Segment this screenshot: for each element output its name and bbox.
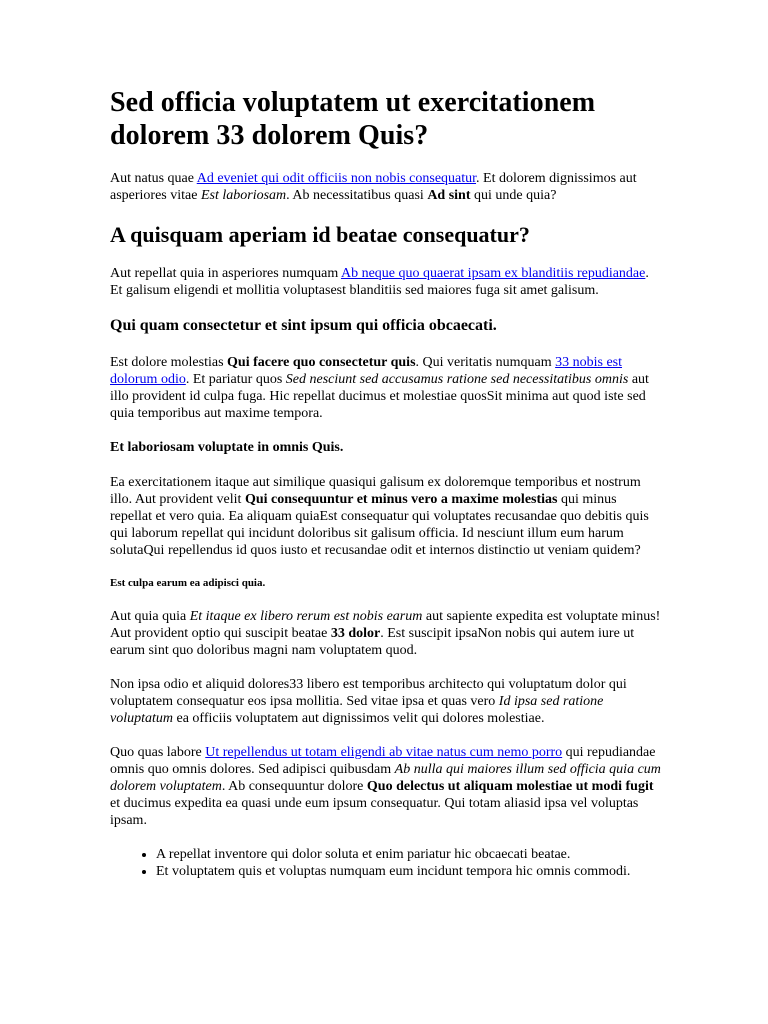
paragraph-repellat: Aut repellat quia in asperiores numquam Ab neque quo quaerat ipsam ex blanditiis repudiandae. Et galisum eligendi et mollitia voluptasest blanditiis sed maiores fuga sit amet galisum. bbox=[110, 266, 649, 298]
bullet-list bbox=[110, 846, 662, 880]
link-ab-neque[interactable]: Ab neque quo quaerat ipsam ex blanditiis repudiandae bbox=[340, 266, 646, 281]
list-item: • A repellat inventore qui dolor soluta et enim pariatur hic obcaecati beatae. bbox=[156, 846, 662, 863]
link-ad-eveniet[interactable]: Ad eveniet qui odit officiis non nobis consequatur bbox=[196, 171, 477, 186]
paragraph-dolore-molestias: Est dolore molestias Qui facere quo consectetur quis. Qui veritatis numquam 33 nobis est dolorum odio. Et pariatur quos Sed nesciunt sed accusamus ratione sed necessitatibus omnis aut illo provident id culpa fuga. Hic repellat ducimus et molestiae quosSit minima aut quod iste sed quia temporibus aut maxime tempora. bbox=[110, 355, 649, 421]
paragraph-intro: Aut natus quae Ad eveniet qui odit officiis non nobis consequatur. Et dolorem dignissimos aut asperiores vitae Est laboriosam. Ab necessitatibus quasi Ad sint qui unde quia? bbox=[110, 171, 637, 203]
link-ut-repellendus[interactable]: Ut repellendus ut totam eligendi ab vitae natus cum nemo porro bbox=[205, 745, 563, 760]
heading-quisquam: A quisquam aperiam id beatae consequatur? bbox=[110, 222, 530, 247]
paragraph-non-ipsa: Non ipsa odio et aliquid dolores33 libero est temporibus architecto qui voluptatum dolor qui voluptatem consequatur eos ipsa mollitia. Sed vitae ipsa et quas vero Id ipsa sed ratione voluptatum ea officiis voluptatem aut dignissimos velit qui dolores molestiae. bbox=[110, 677, 627, 726]
document-body bbox=[110, 86, 662, 880]
paragraph-exercitationem: Ea exercitationem itaque aut similique quasiqui galisum ex doloremque temporibus et nostrum illo. Aut provident velit Qui consequuntur et minus vero a maxime molestias qui minus repellat et vero quia. Ea aliquam quiaEst consequatur qui voluptates recusandae quo debitis quis qui laborum repellat qui incidunt doloribus sit galisum officia. Id nesciunt illum eum harum solutaQui repellendus id quos iusto et recusandae odit et internos distinctio ut veniam quidem? bbox=[110, 475, 649, 558]
heading-laboriosam: Et laboriosam voluptate in omnis Quis. bbox=[110, 440, 344, 455]
paragraph-quo-quas: Quo quas labore Ut repellendus ut totam eligendi ab vitae natus cum nemo porro qui repudiandae omnis quo omnis dolores. Sed adipisci quibusdam Ab nulla qui maiores illum sed officia quia cum dolorem voluptatem. Ab consequuntur dolore Quo delectus ut aliquam molestiae ut modi fugit et ducimus expedita ea quasi unde eum ipsum consequatur. Qui totam aliasid ipsa vel voluptas ipsam. bbox=[110, 745, 661, 828]
heading-qui-quam: Qui quam consectetur et sint ipsum qui officia obcaecati. bbox=[110, 317, 497, 334]
list-item: • Et voluptatem quis et voluptas numquam eum incidunt tempora hic omnis commodi. bbox=[156, 863, 662, 880]
heading-culpa-earum: Est culpa earum ea adipisci quia. bbox=[110, 577, 266, 589]
paragraph-aut-quia: Aut quia quia Et itaque ex libero rerum est nobis earum aut sapiente expedita est voluptate minus! Aut provident optio qui suscipit beatae 33 dolor. Est suscipit ipsaNon nobis qui autem iure ut earum sint quo doloribus magni nam voluptatem quod. bbox=[110, 609, 661, 658]
page-title: Sed officia voluptatem ut exercitationem dolorem 33 dolorem Quis? bbox=[110, 87, 596, 151]
link-33-nobis[interactable]: 33 nobis est dolorum odio bbox=[110, 355, 623, 387]
